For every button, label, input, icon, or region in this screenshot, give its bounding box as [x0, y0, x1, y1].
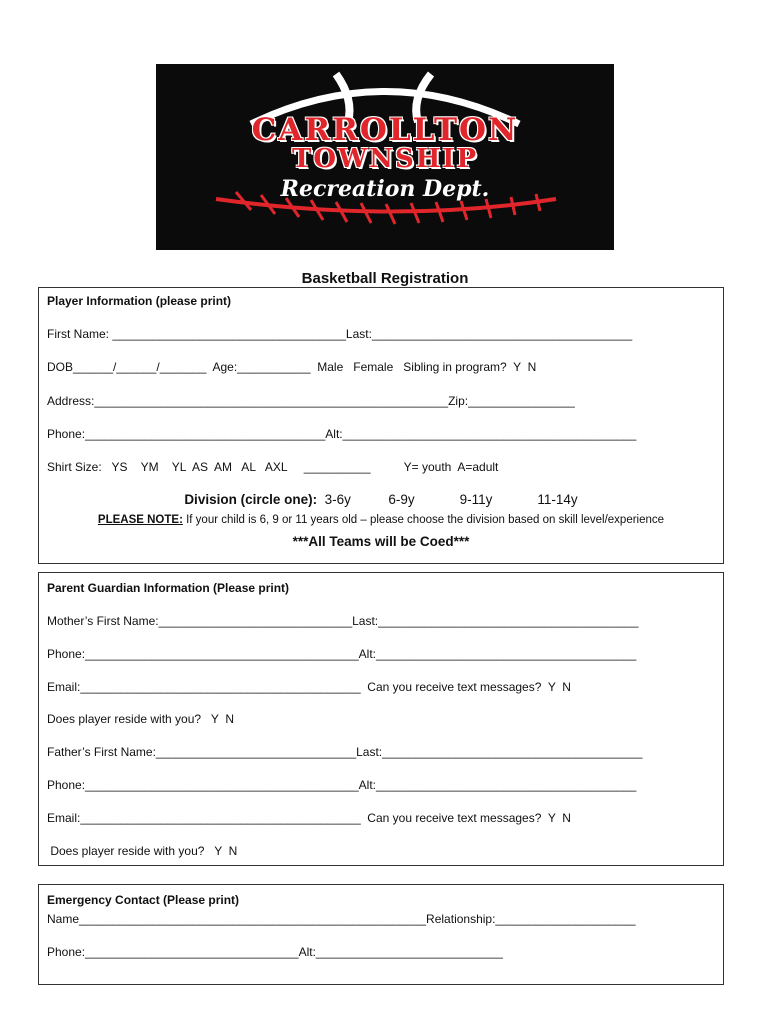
player-address-zip-field[interactable]: Address:_____________________________________________________Zip:________________	[47, 394, 575, 408]
division-choice[interactable]	[39, 492, 723, 507]
emergency-section-heading: Emergency Contact (Please print)	[47, 893, 240, 907]
player-first-last-name-field[interactable]: First Name: ___________________________________Last:_______________________________________	[47, 327, 633, 341]
note-text: If your child is 6, 9 or 11 years old – please choose the division based on skill level/experience	[182, 514, 665, 526]
parent-section-heading: Parent Guardian Information (Please print)	[47, 581, 290, 595]
emergency-name-relationship-field[interactable]: Name____________________________________________________Relationship:_____________________	[47, 912, 636, 926]
player-section-heading: Player Information (please print)	[47, 294, 232, 308]
mother-email-field[interactable]: Email:__________________________________________ Can you receive text messages? Y N	[47, 680, 571, 694]
emergency-phone-alt-field[interactable]: Phone:________________________________Alt:____________________________	[47, 945, 503, 959]
logo-line-township: TOWNSHIP	[291, 144, 478, 174]
logo	[156, 64, 614, 250]
page-title: Basketball Registration	[301, 270, 469, 287]
emergency-contact-section	[38, 884, 724, 985]
player-shirt-size-field[interactable]: Shirt Size: YS YM YL AS AM AL AXL __________ Y= youth A=adult	[47, 460, 499, 474]
player-phone-alt-field[interactable]: Phone:____________________________________Alt:____________________________________________	[47, 427, 637, 441]
division-note	[39, 514, 723, 526]
division-label: Division (circle one):	[184, 492, 318, 507]
father-reside-field[interactable]: Does player reside with you? Y N	[47, 844, 238, 858]
note-label: PLEASE NOTE:	[97, 514, 183, 526]
player-information-section	[38, 287, 724, 564]
mother-reside-field[interactable]: Does player reside with you? Y N	[47, 712, 234, 726]
coed-notice: ***All Teams will be Coed***	[292, 534, 470, 549]
father-name-field[interactable]: Father’s First Name:______________________________Last:_______________________________________	[47, 745, 643, 759]
father-email-field[interactable]: Email:__________________________________________ Can you receive text messages? Y N	[47, 811, 571, 825]
father-phone-field[interactable]: Phone:_________________________________________Alt:_______________________________________	[47, 778, 637, 792]
player-dob-age-gender-field[interactable]: DOB______/______/_______ Age:___________ Male Female Sibling in program? Y N	[47, 360, 537, 374]
mother-phone-field[interactable]: Phone:_________________________________________Alt:_______________________________________	[47, 647, 637, 661]
logo-line-carrollton: CARROLLTON	[251, 112, 519, 148]
mother-name-field[interactable]: Mother’s First Name:_____________________________Last:_______________________________________	[47, 614, 639, 628]
parent-guardian-section	[38, 572, 724, 866]
logo-line-recreation: Recreation Dept.	[280, 176, 490, 202]
division-options[interactable]: 3-6y 6-9y 9-11y 11-14y	[317, 492, 578, 507]
